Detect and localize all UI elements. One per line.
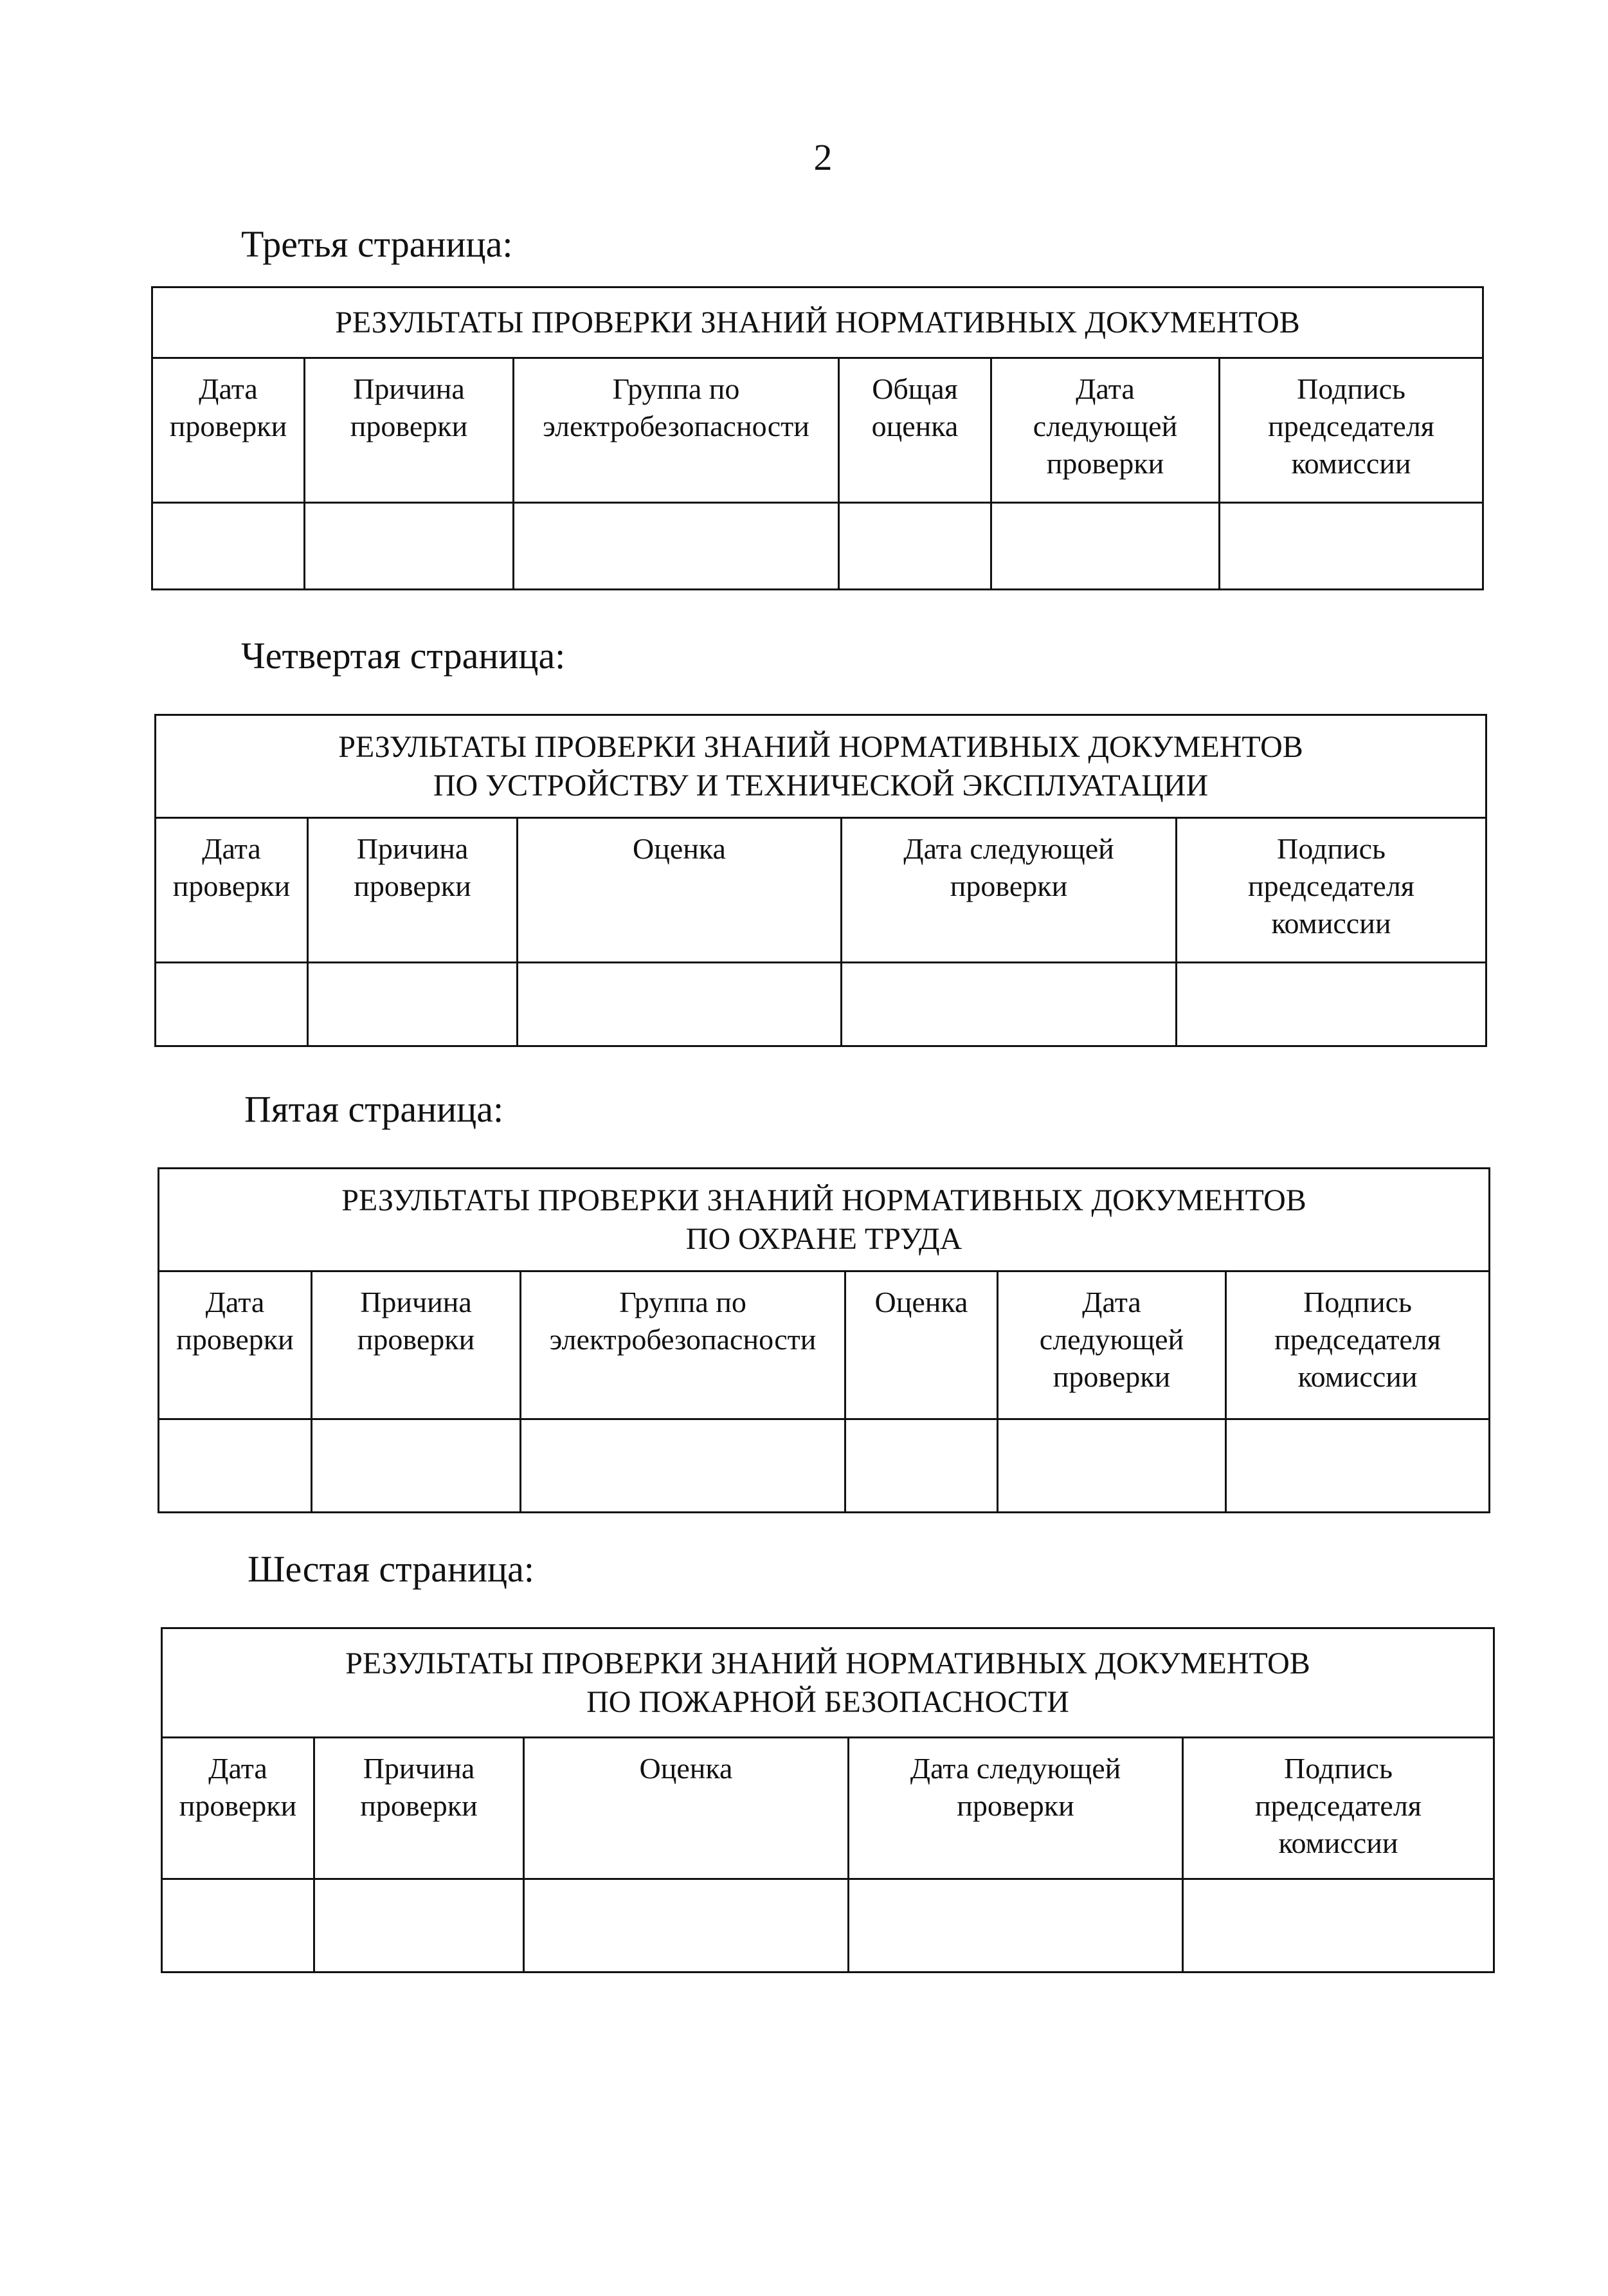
header-line: электробезопасности bbox=[549, 1323, 817, 1356]
header-line: председателя bbox=[1255, 1789, 1422, 1822]
cell-overall-grade[interactable] bbox=[839, 503, 991, 590]
header-line: председателя bbox=[1248, 870, 1414, 902]
table-title-line: РЕЗУЛЬТАТЫ ПРОВЕРКИ ЗНАНИЙ НОРМАТИВНЫХ ДОКУМЕНТОВ bbox=[335, 305, 1300, 340]
column-header-next-check-date bbox=[991, 358, 1220, 503]
column-header-grade bbox=[845, 1271, 998, 1419]
column-header-grade bbox=[518, 818, 842, 963]
cell-check-reason[interactable] bbox=[308, 963, 518, 1046]
section-label-fifth-page: Пятая страница: bbox=[244, 1088, 504, 1130]
header-line: электробезопасности bbox=[543, 410, 809, 442]
header-line: комиссии bbox=[1291, 447, 1411, 480]
header-line: Оценка bbox=[639, 1752, 733, 1785]
column-header-chairman-signature bbox=[1183, 1738, 1494, 1879]
page-number: 2 bbox=[813, 136, 833, 178]
table-title bbox=[162, 1628, 1494, 1738]
column-header-check-reason bbox=[305, 358, 514, 503]
section-label-third-page: Третья страница: bbox=[241, 223, 513, 265]
header-line: Общая bbox=[872, 372, 958, 405]
cell-chairman-signature[interactable] bbox=[1183, 1879, 1494, 1973]
column-header-next-check-date bbox=[849, 1738, 1183, 1879]
section-label-fourth-page: Четвертая страница: bbox=[241, 635, 566, 677]
table-row bbox=[156, 963, 1486, 1046]
cell-check-reason[interactable] bbox=[314, 1879, 524, 1973]
table-title-line: РЕЗУЛЬТАТЫ ПРОВЕРКИ ЗНАНИЙ НОРМАТИВНЫХ ДОКУМЕНТОВ bbox=[341, 1183, 1306, 1217]
table-title-line: ПО УСТРОЙСТВУ И ТЕХНИЧЕСКОЙ ЭКСПЛУАТАЦИИ bbox=[433, 768, 1209, 803]
table-header-row bbox=[159, 1271, 1490, 1419]
header-line: Причина bbox=[353, 372, 465, 405]
header-line: председателя bbox=[1268, 410, 1434, 442]
header-line: комиссии bbox=[1297, 1360, 1418, 1393]
cell-chairman-signature[interactable] bbox=[1220, 503, 1483, 590]
header-line: проверки bbox=[1052, 1360, 1171, 1393]
table-fire-safety-results bbox=[161, 1627, 1495, 1973]
table-header-row bbox=[156, 818, 1486, 963]
column-header-overall-grade bbox=[839, 358, 991, 503]
header-line: Дата bbox=[202, 832, 261, 865]
column-header-check-date bbox=[156, 818, 308, 963]
column-header-check-date bbox=[152, 358, 305, 503]
header-line: проверки bbox=[350, 410, 468, 442]
column-header-check-reason bbox=[312, 1271, 521, 1419]
header-line: Дата bbox=[199, 372, 258, 405]
header-line: Причина bbox=[356, 832, 469, 865]
table-title bbox=[156, 715, 1486, 818]
header-line: проверки bbox=[176, 1323, 294, 1356]
header-line: Дата следующей bbox=[903, 832, 1114, 865]
table-title-line: ПО ПОЖАРНОЙ БЕЗОПАСНОСТИ bbox=[586, 1684, 1069, 1719]
header-line: проверки bbox=[360, 1789, 478, 1822]
header-line: Подпись bbox=[1277, 832, 1386, 865]
column-header-next-check-date bbox=[842, 818, 1177, 963]
cell-next-check-date[interactable] bbox=[991, 503, 1220, 590]
column-header-electrical-safety-group bbox=[514, 358, 839, 503]
cell-chairman-signature[interactable] bbox=[1226, 1419, 1490, 1513]
column-header-check-reason bbox=[314, 1738, 524, 1879]
header-line: Дата следующей bbox=[910, 1752, 1121, 1785]
table-title-line: РЕЗУЛЬТАТЫ ПРОВЕРКИ ЗНАНИЙ НОРМАТИВНЫХ ДОКУМЕНТОВ bbox=[338, 729, 1303, 764]
cell-next-check-date[interactable] bbox=[998, 1419, 1226, 1513]
table-labor-protection-results bbox=[158, 1167, 1490, 1513]
table-title-line: РЕЗУЛЬТАТЫ ПРОВЕРКИ ЗНАНИЙ НОРМАТИВНЫХ ДОКУМЕНТОВ bbox=[345, 1646, 1310, 1681]
table-header-row bbox=[152, 358, 1483, 503]
table-row bbox=[159, 1419, 1490, 1513]
header-line: проверки bbox=[169, 410, 287, 442]
header-line: проверки bbox=[1046, 447, 1164, 480]
header-line: Подпись bbox=[1284, 1752, 1393, 1785]
header-line: председателя bbox=[1274, 1323, 1441, 1356]
header-line: проверки bbox=[354, 870, 471, 902]
header-line: комиссии bbox=[1278, 1827, 1398, 1859]
header-line: Дата bbox=[1076, 372, 1135, 405]
table-knowledge-check-results bbox=[151, 286, 1484, 590]
cell-check-date[interactable] bbox=[162, 1879, 314, 1973]
column-header-chairman-signature bbox=[1220, 358, 1483, 503]
table-row bbox=[162, 1879, 1494, 1973]
column-header-check-date bbox=[162, 1738, 314, 1879]
section-label-sixth-page: Шестая страница: bbox=[248, 1548, 534, 1590]
column-header-electrical-safety-group bbox=[521, 1271, 845, 1419]
header-line: проверки bbox=[172, 870, 291, 902]
column-header-grade bbox=[524, 1738, 849, 1879]
cell-grade[interactable] bbox=[518, 963, 842, 1046]
header-line: комиссии bbox=[1271, 907, 1391, 940]
cell-check-date[interactable] bbox=[159, 1419, 312, 1513]
header-line: проверки bbox=[179, 1789, 297, 1822]
cell-check-date[interactable] bbox=[156, 963, 308, 1046]
header-line: Оценка bbox=[633, 832, 726, 865]
header-line: Группа по bbox=[612, 372, 740, 405]
header-line: Группа по bbox=[619, 1286, 746, 1318]
cell-check-reason[interactable] bbox=[312, 1419, 521, 1513]
header-line: Дата bbox=[208, 1752, 267, 1785]
header-line: оценка bbox=[871, 410, 959, 442]
cell-chairman-signature[interactable] bbox=[1177, 963, 1486, 1046]
header-line: проверки bbox=[957, 1789, 1074, 1822]
column-header-check-date bbox=[159, 1271, 312, 1419]
cell-grade[interactable] bbox=[845, 1419, 998, 1513]
table-header-row bbox=[162, 1738, 1494, 1879]
table-title bbox=[152, 287, 1483, 358]
header-line: Подпись bbox=[1303, 1286, 1412, 1318]
cell-grade[interactable] bbox=[524, 1879, 849, 1973]
header-line: Оценка bbox=[874, 1286, 968, 1318]
header-line: проверки bbox=[950, 870, 1068, 902]
column-header-chairman-signature bbox=[1226, 1271, 1490, 1419]
header-line: Причина bbox=[363, 1752, 475, 1785]
header-line: проверки bbox=[357, 1323, 475, 1356]
column-header-check-reason bbox=[308, 818, 518, 963]
table-title-line: ПО ОХРАНЕ ТРУДА bbox=[685, 1221, 962, 1256]
cell-electrical-safety-group[interactable] bbox=[521, 1419, 845, 1513]
cell-next-check-date[interactable] bbox=[849, 1879, 1183, 1973]
cell-next-check-date[interactable] bbox=[842, 963, 1177, 1046]
table-title bbox=[159, 1169, 1490, 1271]
header-line: Дата bbox=[1082, 1286, 1141, 1318]
table-technical-operation-results bbox=[154, 714, 1487, 1047]
column-header-chairman-signature bbox=[1177, 818, 1486, 963]
header-line: Дата bbox=[205, 1286, 265, 1318]
column-header-next-check-date bbox=[998, 1271, 1226, 1419]
cell-check-reason[interactable] bbox=[305, 503, 514, 590]
header-line: Подпись bbox=[1297, 372, 1405, 405]
header-line: следующей bbox=[1039, 1323, 1184, 1356]
cell-electrical-safety-group[interactable] bbox=[514, 503, 839, 590]
cell-check-date[interactable] bbox=[152, 503, 305, 590]
header-line: Причина bbox=[360, 1286, 472, 1318]
header-line: следующей bbox=[1033, 410, 1178, 442]
table-row bbox=[152, 503, 1483, 590]
